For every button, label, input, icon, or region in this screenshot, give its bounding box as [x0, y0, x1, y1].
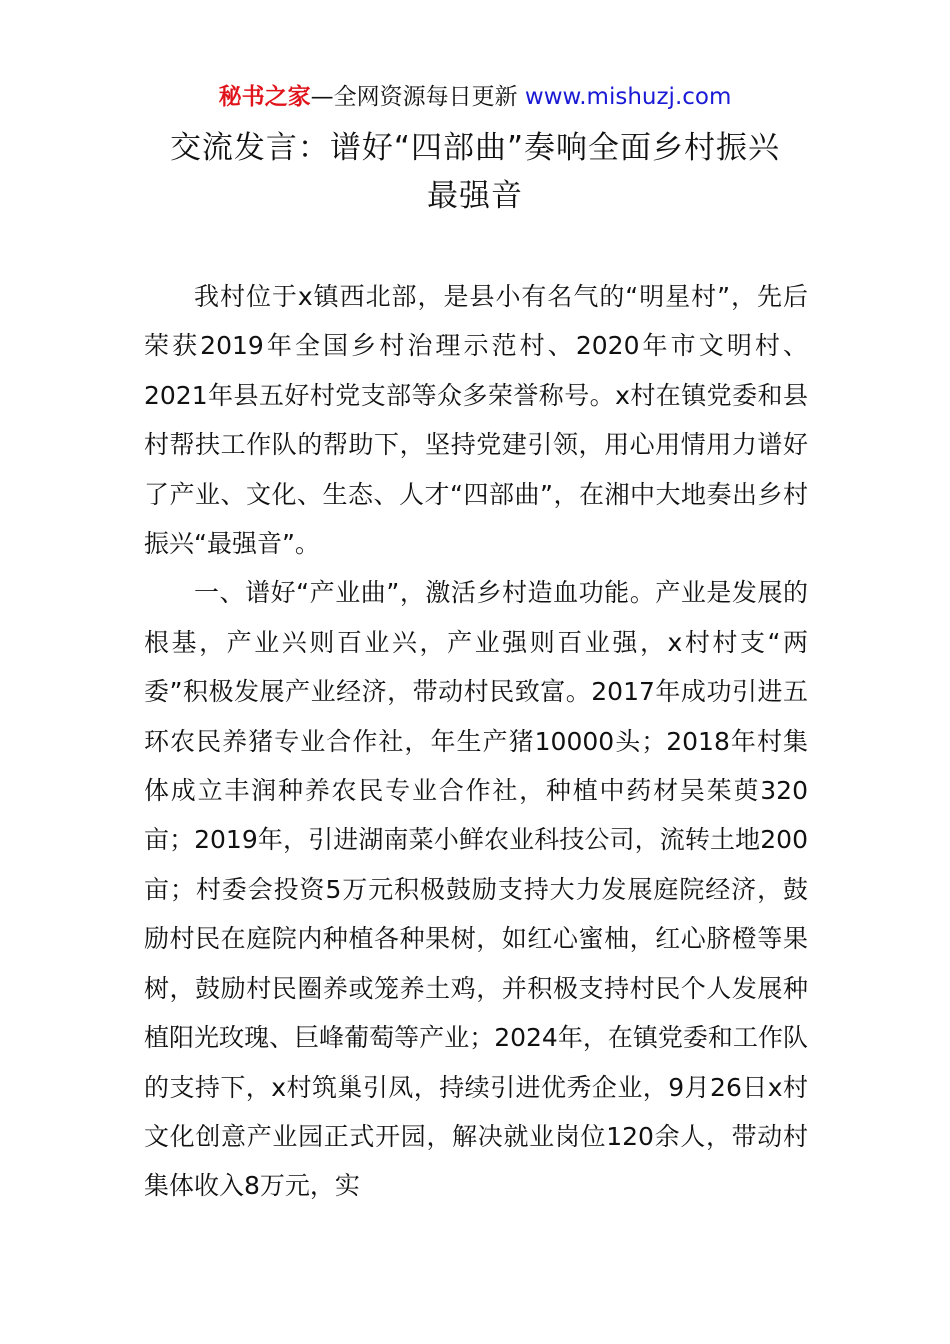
paragraph-industry: 一、谱好“产业曲”，激活乡村造血功能。产业是发展的根基，产业兴则百业兴，产业强则百业强，x村村支“两委”积极发展产业经济，带动村民致富。2017年成功引进五环农民养猪专业合作社，年生产猪10000头；2018年村集体成立丰润种养农民专业合作社，种植中药材吴茱萸320亩；2019年，引进湖南菜小鲜农业科技公司，流转土地200亩；村委会投资5万元积极鼓励支持大力发展庭院经济，鼓励村民在庭院内种植各种果树，如红心蜜柚，红心脐橙等果树，鼓励村民圈养或笼养土鸡，并积极支持村民个人发展种植阳光玫瑰、巨峰葡萄等产业；2024年，在镇党委和工作队的支持下，x村筑巢引凤，持续引进优秀企业，9月26日x村文化创意产业园正式开园，解决就业岗位120余人，带动村集体收入8万元，实: [144, 578, 808, 1201]
site-name: 秘书之家: [218, 84, 311, 110]
site-tagline: —全网资源每日更新: [310, 84, 525, 110]
site-header: [0, 80, 950, 114]
document-body: [144, 272, 808, 1211]
paragraph-intro: 我村位于x镇西北部，是县小有名气的“明星村”，先后荣获2019年全国乡村治理示范村、2020年市文明村、2021年县五好村党支部等众多荣誉称号。x村在镇党委和县村帮扶工作队的帮助下，坚持党建引领，用心用情用力谱好了产业、文化、生态、人才“四部曲”，在湘中大地奏出乡村振兴“最强音”。: [144, 282, 808, 559]
document-title-line-1: 交流发言：谱好“四部曲”奏响全面乡村振兴: [169, 130, 781, 166]
document-title-line-2: 最强音: [427, 178, 523, 214]
document-title: [100, 124, 850, 220]
site-url-link[interactable]: www.mishuzj.com: [524, 84, 732, 110]
